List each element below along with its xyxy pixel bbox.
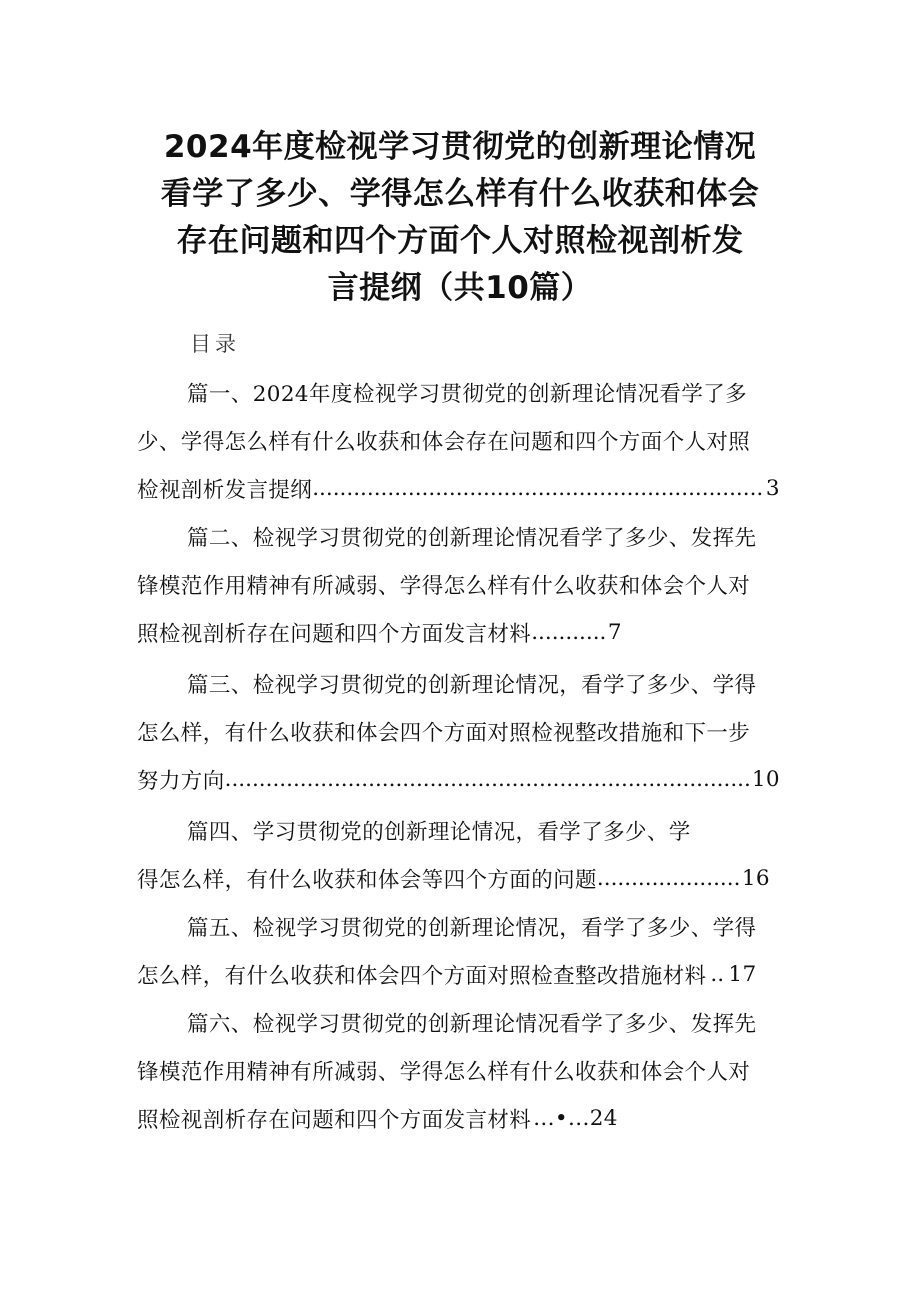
toc-entry-line: 努力方向 ..... 10 <box>137 763 780 795</box>
dot-leader <box>312 476 764 501</box>
toc-entry-line: 篇三、检视学习贯彻党的创新理论情况，看学了多少、学得 <box>187 672 757 698</box>
toc-entry-line: 怎么样，有什么收获和体会四个方面对照检查整改措施材料 ..... 17 <box>137 958 780 990</box>
toc-entry-line: 篇六、检视学习贯彻党的创新理论情况看学了多少、发挥先 <box>187 1011 757 1037</box>
page-number: 17 <box>728 961 757 987</box>
page-number: 10 <box>751 766 780 792</box>
toc-entry-line: 检视剖析发言提纲 ..... 3 <box>137 472 780 504</box>
title-line: 看学了多少、学得怎么样有什么收获和体会 <box>160 176 760 212</box>
title-line: 2024年度检视学习贯彻党的创新理论情况 <box>163 129 757 165</box>
page-number: 3 <box>765 475 780 501</box>
document-title <box>110 124 810 312</box>
dot-leader <box>710 962 726 987</box>
page-number: 16 <box>741 865 770 891</box>
dot-leader <box>531 620 606 645</box>
title-line: 存在问题和四个方面个人对照检视剖析发 <box>176 223 744 259</box>
toc-entry-line: 篇五、检视学习贯彻党的创新理论情况，看学了多少、学得 <box>187 915 757 941</box>
toc-entry-line: 锋模范作用精神有所减弱、学得怎么样有什么收获和体会个人对 <box>137 573 751 599</box>
toc-heading: 目录 <box>190 332 240 356</box>
toc-entry-line: 照检视剖析存在问题和四个方面发言材料 ...•...24 <box>137 1105 618 1133</box>
page-number: 7 <box>607 619 622 645</box>
toc-entry-line: 少、学得怎么样有什么收获和体会存在问题和四个方面个人对照 <box>137 429 751 455</box>
dot-leader <box>597 866 740 891</box>
toc-entry-line: 篇二、检视学习贯彻党的创新理论情况看学了多少、发挥先 <box>187 525 757 551</box>
toc-entry-line: 锋模范作用精神有所减弱、学得怎么样有什么收获和体会个人对 <box>137 1059 751 1085</box>
dot-leader <box>225 767 750 792</box>
toc-entry-line: 怎么样，有什么收获和体会四个方面对照检视整改措施和下一步 <box>137 720 751 746</box>
toc-entry-line: 篇四、学习贯彻党的创新理论情况，看学了多少、学 <box>187 819 691 845</box>
toc-entry-line: 得怎么样，有什么收获和体会等四个方面的问题 ..... 16 <box>137 862 770 894</box>
toc-entry-line: 篇一、2024年度检视学习贯彻党的创新理论情况看学了多 <box>187 381 748 407</box>
page-number: ...•...24 <box>533 1105 618 1131</box>
title-line: 言提纲（共10篇） <box>327 270 593 306</box>
toc-entry-line: 照检视剖析存在问题和四个方面发言材料 ..... 7 <box>137 616 622 648</box>
